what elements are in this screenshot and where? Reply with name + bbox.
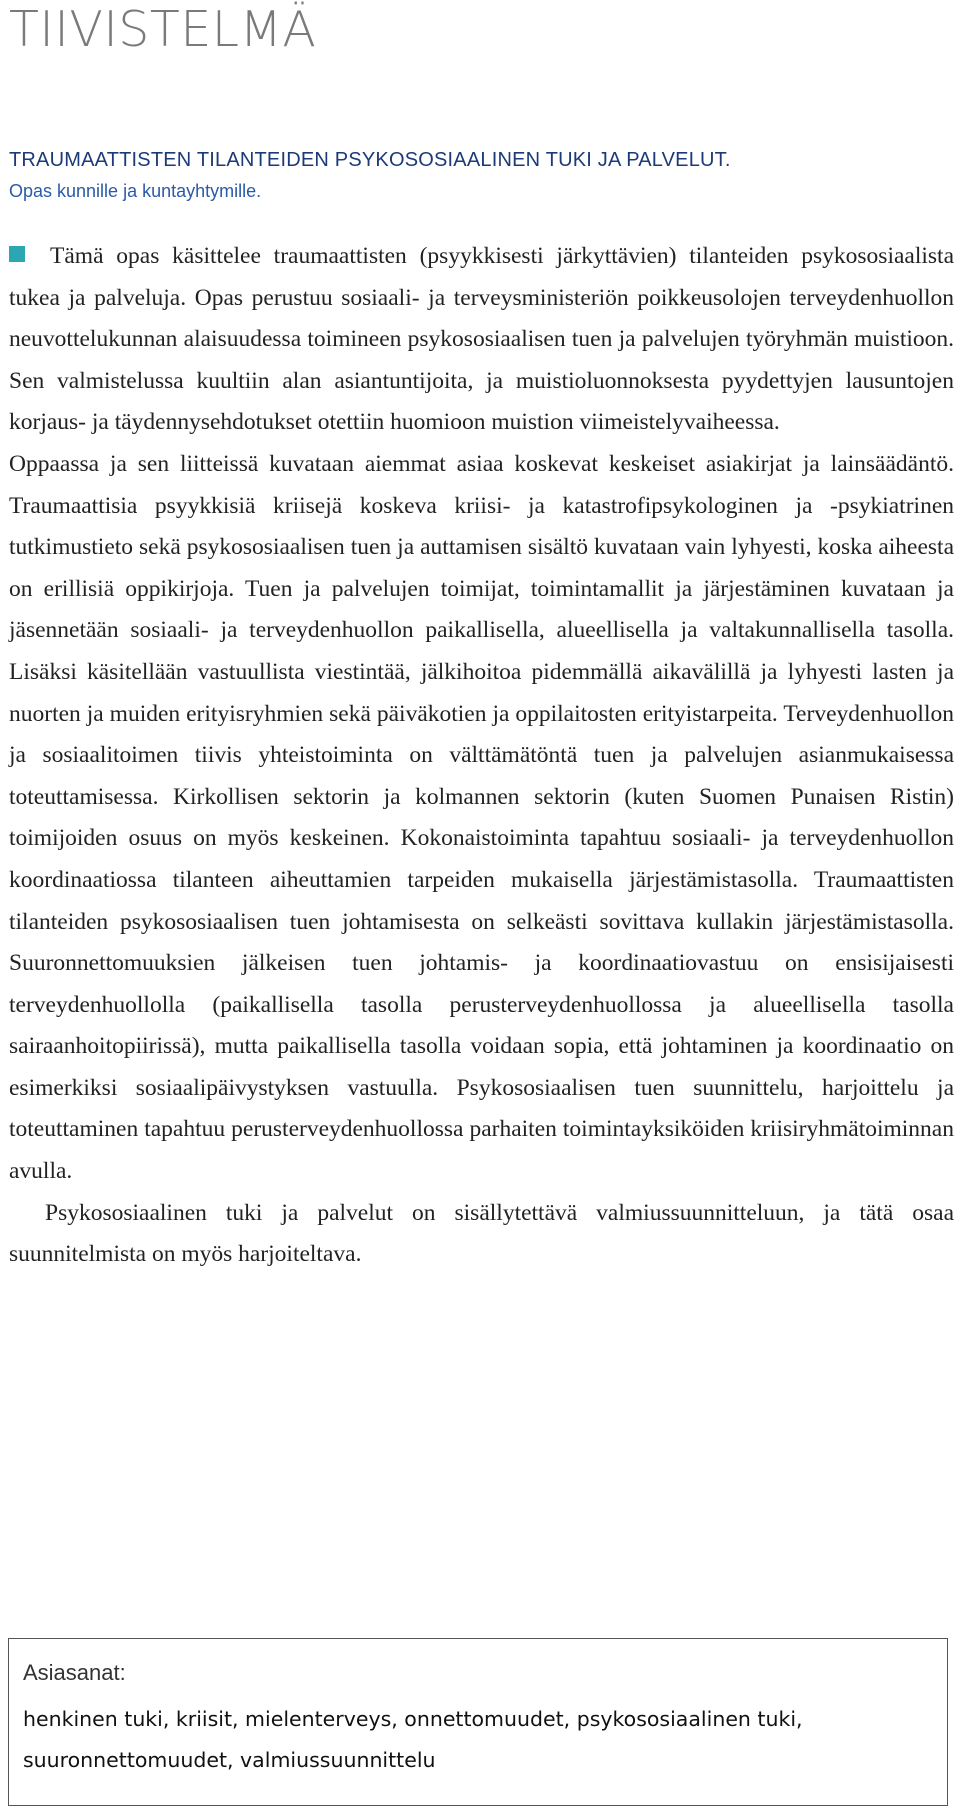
abstract-body bbox=[9, 236, 954, 1276]
keywords-label: Asiasanat: bbox=[23, 1660, 126, 1685]
document-title: TRAUMAATTISTEN TILANTEIDEN PSYKOSOSIAALINEN TUKI JA PALVELUT. bbox=[9, 149, 731, 171]
paragraph-intro-text: Tämä opas käsittelee traumaattisten (psyykkisesti järkyttävien) tilanteiden psykososiaalista tukea ja palveluja. Opas perustuu sosiaali- ja terveysministeriön poikkeusolojen terveydenhuollon neuvottelukunnan alaisuudessa toimineen psykososiaalisen tuen ja palvelujen työryhmän muistioon. Sen valmistelussa kuultiin alan asiantuntijoita, ja muistioluonnoksesta pyydettyjen lausuntojen korjaus- ja täydennysehdotukset otettiin huomioon muistion viimeistelyvaiheessa. bbox=[9, 243, 954, 436]
paragraph-intro bbox=[9, 236, 954, 444]
keywords-box bbox=[8, 1638, 948, 1806]
keywords-list: henkinen tuki, kriisit, mielenterveys, onnettomuudet, psykososiaalinen tuki, suuronnettomuudet, valmiussuunnittelu bbox=[23, 1707, 803, 1772]
paragraph-closing: Psykososiaalinen tuki ja palvelut on sisällytettävä valmiussuunnitteluun, ja tätä osaa suunnitelmista on myös harjoiteltava. bbox=[9, 1199, 954, 1268]
page-heading: TIIVISTELMÄ bbox=[9, 1, 317, 58]
paragraph-content: Oppaassa ja sen liitteissä kuvataan aiemmat asiaa koskevat keskeiset asiakirjat ja lainsäädäntö. Traumaattisia psyykkisiä kriisejä koskeva kriisi- ja katastrofipsykologinen ja -psykiatrinen tutkimustieto sekä psykososiaalisen tuen ja auttamisen sisältö kuvataan vain lyhyesti, koska aiheesta on erillisiä oppikirjoja. Tuen ja palvelujen toimijat, toimintamallit ja järjestäminen kuvataan ja jäsennetään sosiaali- ja terveydenhuollon paikallisella, alueellisella ja valtakunnallisella tasolla. Lisäksi käsitellään vastuullista viestintää, jälkihoitoa pidemmällä aikavälillä ja lyhyesti lasten ja nuorten ja muiden erityisryhmien sekä päiväkotien ja oppilaitosten erityistarpeita. Terveydenhuollon ja sosiaalitoimen tiivis yhteistoiminta on välttämätöntä tuen ja palvelujen asianmukaisessa toteuttamisessa. Kirkollisen sektorin ja kolmannen sektorin (kuten Suomen Punaisen Ristin) toimijoiden osuus on myös keskeinen. Kokonaistoiminta tapahtuu sosiaali- ja terveydenhuollon koordinaatiossa tilanteen aiheuttamien tarpeiden mukaisella järjestämistasolla. Traumaattisten tilanteiden psykososiaalisen tuen johtamisesta on selkeästi sovittava kullakin järjestämistasolla. Suuronnettomuuksien jälkeisen tuen johtamis- ja koordinaatiovastuu on ensisijaisesti terveydenhuollolla (paikallisella tasolla perusterveydenhuollossa ja alueellisella tasolla sairaanhoitopiirissä), mutta paikallisella tasolla voidaan sopia, että johtaminen ja koordinaatio on esimerkiksi sosiaalipäivystyksen vastuulla. Psykososiaalisen tuen suunnittelu, harjoittelu ja toteuttaminen tapahtuu perusterveydenhuollossa parhaiten toimintayksiköiden kriisiryhmätoiminnan avulla. bbox=[9, 450, 954, 1185]
document-subtitle: Opas kunnille ja kuntayhtymille. bbox=[9, 181, 262, 201]
square-bullet-icon bbox=[9, 246, 25, 262]
